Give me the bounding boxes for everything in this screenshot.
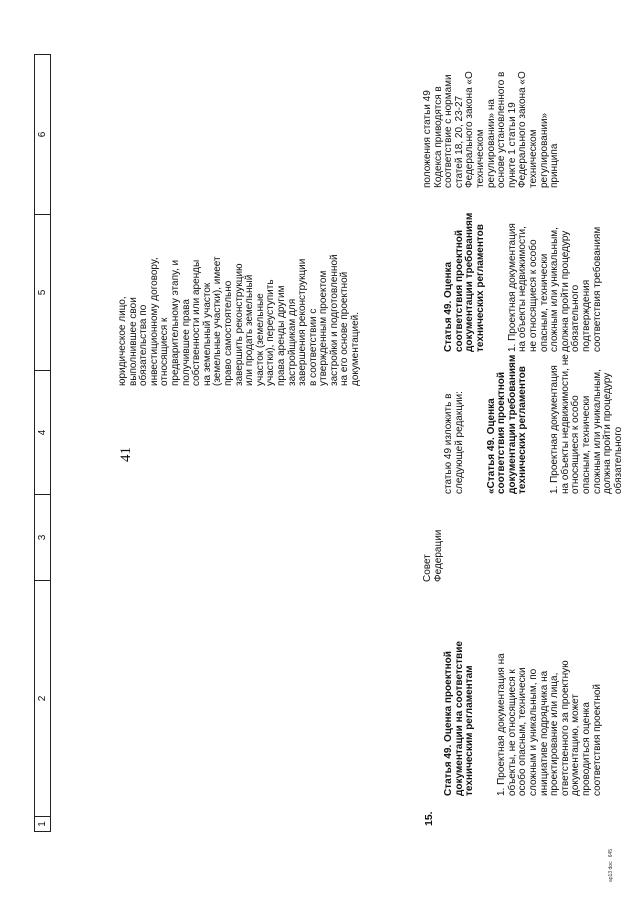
header-col-4: 4 xyxy=(35,371,50,495)
header-col-6: 6 xyxy=(35,55,50,215)
col3-author: Совет Федерации xyxy=(422,529,444,582)
col2-article-title: Статья 49. Оценка проектной документации на соответствие техническим регламентам xyxy=(443,641,476,796)
col5-article-body: 1. Проектная документация на объекты недвижимости, не относящиеся к особо опасным, технически сложным или уникальным, должна пройти процедуру обязательного подтверждения соответствия требованиям xyxy=(506,223,603,352)
col4-amendment xyxy=(423,354,640,494)
header-col-1: 1 xyxy=(37,821,48,827)
table-header-row xyxy=(34,54,51,832)
header-col-2: 2 xyxy=(35,581,50,817)
col4-article-body: 1. Проектная документация на объекты недвижимости, не относящиеся к особо опасным, технически сложным или уникальным, должна пройти процедуру обязательного xyxy=(549,354,624,494)
page-number: 41 xyxy=(118,447,134,462)
col6-rationale: положения статьи 49 Кодекса приводятся в соответствие с нормами статей 18, 20, 23-27 Федерального закона «О техническом регулировании» на основе установленного в пункте 1 статьи 19 Федерального закона «О техническом регулировании» принципа xyxy=(422,71,561,188)
col4-article-title: «Статья 49. Оценка соответствия проектной документации требованиям технических регламентов xyxy=(485,354,529,494)
col5-new-text xyxy=(423,192,624,352)
col5-article-title: Статья 49. Оценка соответствия проектной документации требованиям технических регламентов xyxy=(443,212,486,352)
row-number: 15. xyxy=(423,811,435,826)
col5-previous-text: юридическое лицо, выполнившее свои обязательства по инвестиционному договору, относящиеся к предварительному этапу, и получившее права собственности или аренды на земельный участок (земельные участки), имеет право самостоятельно завершить реконструкцию или продать земельный участок (земельные участки), переуступить права аренды другим застройщикам для завершения реконструкции в соответствии с утвержденным проектом застройки и подготовленной на его основе проектной документацией. xyxy=(117,254,362,386)
col2-article-text xyxy=(423,586,624,796)
footer-code: ap13 doc 645 xyxy=(608,848,614,882)
col4-intro: статью 49 изложить в следующей редакции: xyxy=(443,391,465,494)
header-col-5: 5 xyxy=(35,215,50,371)
col2-article-body: 1. Проектная документация на объекты, не относящиеся к особо опасным, технически сложным и уникальным, по инициативе подрядчика на проектирование или лица, ответственного за проектную документацию, может проводиться оценка соответствия проектной xyxy=(496,653,603,796)
header-col-3: 3 xyxy=(35,495,50,581)
